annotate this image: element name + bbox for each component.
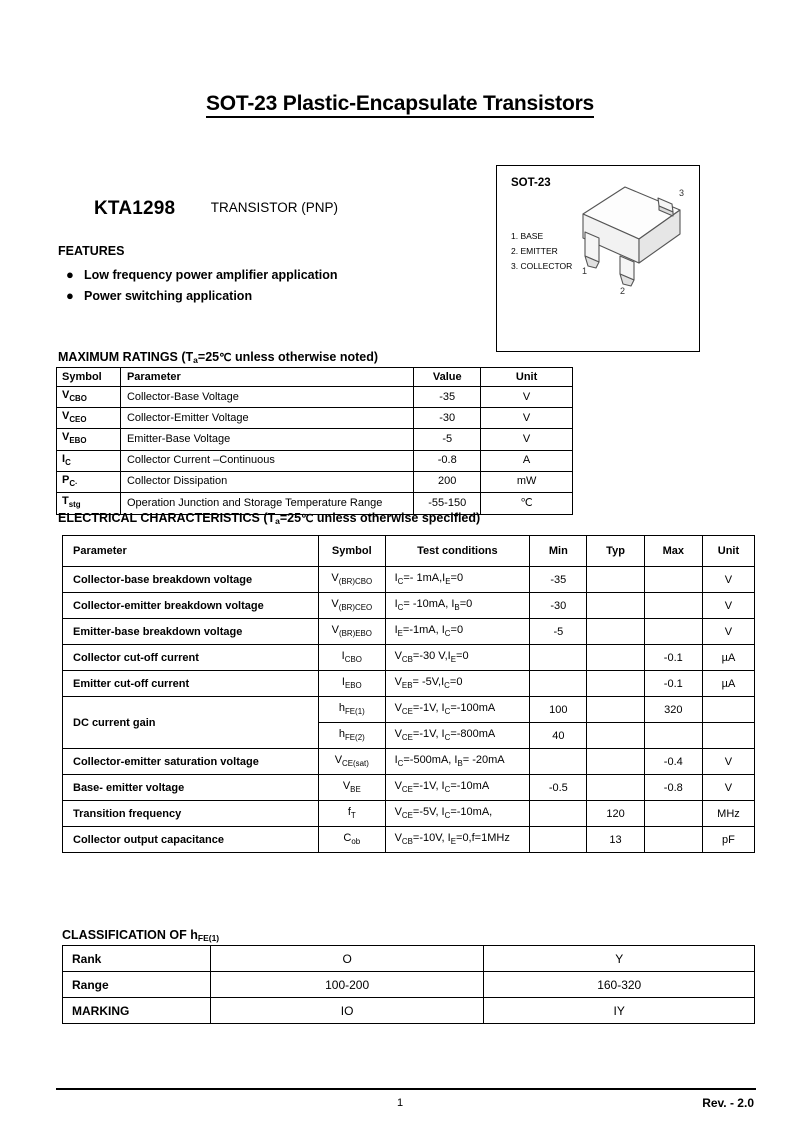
symbol-subscript: CBO	[69, 394, 87, 404]
symbol-subscript: FE(1)	[344, 707, 365, 717]
feature-item-2	[66, 288, 252, 303]
symbol-subscript: BE	[350, 785, 361, 795]
ec-heading-suffix: unless otherwise specified)	[313, 511, 481, 525]
cell-value: -55-150	[414, 492, 481, 514]
symbol-base: V	[62, 389, 70, 401]
symbol-base: P	[62, 473, 70, 486]
symbol-subscript: EBO	[69, 436, 87, 446]
cell-typ	[587, 619, 644, 645]
cell-max	[644, 827, 702, 853]
col-parameter: Parameter	[63, 536, 319, 567]
feature-text: Low frequency power amplifier application	[84, 268, 338, 282]
cell-test-condition: $I_C=-$ $1mA,I_E=0$	[385, 567, 530, 593]
symbol-base: V	[331, 572, 339, 585]
table-row	[57, 387, 573, 408]
cell-value: -35	[414, 387, 481, 408]
cell-value: -30	[414, 408, 481, 429]
cell-unit: V	[702, 749, 754, 775]
cell-symbol	[57, 450, 121, 471]
package-name: SOT-23	[511, 177, 551, 189]
cell-test-condition: $I_C= -10mA$, $I_B=0$	[385, 593, 530, 619]
cell-min	[530, 827, 587, 853]
cell-typ	[587, 697, 644, 723]
cell-value-y: 160-320	[484, 972, 755, 998]
col-parameter: Parameter	[120, 368, 413, 387]
symbol-base: V	[334, 754, 343, 767]
sot23-package-drawing	[563, 170, 697, 300]
col-typ: Typ	[587, 536, 644, 567]
revision-label: Rev. - 2.0	[702, 1096, 754, 1110]
cell-unit: V	[481, 408, 573, 429]
cell-symbol	[318, 567, 385, 593]
cell-test-condition: $V_{CE}=-1V$, $I_C=-10mA$	[385, 775, 530, 801]
cell-max: -0.1	[644, 645, 702, 671]
cell-unit: MHz	[702, 801, 754, 827]
table-row	[63, 645, 755, 671]
col-unit: Unit	[702, 536, 754, 567]
cell-parameter: Transition frequency	[63, 801, 319, 827]
mr-heading-mid: =25	[197, 350, 220, 364]
part-identification	[94, 198, 338, 220]
cell-test-condition: $I_E=-1mA$, $I_C=0$	[385, 619, 530, 645]
table-row	[63, 998, 755, 1024]
cell-value-y: IY	[484, 998, 755, 1024]
cell-parameter: Collector Dissipation	[120, 471, 413, 492]
pin-item-1: 1. BASE	[511, 231, 544, 241]
table-row	[63, 619, 755, 645]
cell-typ	[587, 775, 644, 801]
part-type: TRANSISTOR (PNP)	[210, 200, 339, 215]
ec-heading-sub: a	[275, 516, 280, 526]
symbol-base: I	[62, 452, 66, 465]
table-row	[57, 408, 573, 429]
cell-value: -5	[414, 429, 481, 450]
symbol-base: V	[331, 624, 339, 637]
pin-item-3: 3. COLLECTOR	[511, 261, 573, 271]
symbol-subscript: C·	[69, 478, 78, 488]
cell-value: 200	[414, 471, 481, 492]
cell-label: Range	[63, 972, 211, 998]
page-title-text: SOT-23 Plastic-Encapsulate Transistors	[206, 92, 594, 118]
features-heading: FEATURES	[58, 244, 125, 258]
cell-symbol	[318, 749, 385, 775]
cell-max: -0.1	[644, 671, 702, 697]
cell-parameter: Collector-Base Voltage	[120, 387, 413, 408]
cell-max	[644, 801, 702, 827]
cell-max: -0.8	[644, 775, 702, 801]
cell-test-condition: $V_{CB}=-30$ $V,I_E=0$	[385, 645, 530, 671]
cell-min	[530, 671, 587, 697]
cell-unit: V	[702, 593, 754, 619]
mr-heading-prefix: MAXIMUM RATINGS (T	[58, 350, 194, 364]
table-row	[63, 593, 755, 619]
cell-parameter: Collector-emitter saturation voltage	[63, 749, 319, 775]
cell-unit: ℃	[481, 492, 573, 514]
cell-unit: V	[702, 775, 754, 801]
cell-typ	[587, 671, 644, 697]
cell-value-o: 100-200	[210, 972, 484, 998]
cell-unit: mW	[481, 471, 573, 492]
cell-max	[644, 619, 702, 645]
symbol-base: h	[338, 702, 345, 715]
symbol-subscript: CBO	[344, 655, 362, 665]
cell-min: -0.5	[530, 775, 587, 801]
cell-max	[644, 567, 702, 593]
cell-parameter: Collector-Emitter Voltage	[120, 408, 413, 429]
feature-item-1	[66, 267, 338, 282]
cell-symbol	[318, 593, 385, 619]
table-row	[63, 801, 755, 827]
mr-heading-sub: a	[193, 355, 198, 365]
symbol-base: V	[342, 780, 351, 793]
cell-symbol	[318, 775, 385, 801]
cell-parameter: Collector Current –Continuous	[120, 450, 413, 471]
pin-label-2: 2	[620, 286, 626, 296]
bullet-icon: ●	[66, 267, 74, 282]
cell-typ	[587, 593, 644, 619]
symbol-base: V	[331, 598, 339, 611]
cell-symbol	[318, 827, 385, 853]
cell-test-condition: $V_{CB}=-10V$, $I_E=0,f=1MHz$	[385, 827, 530, 853]
pin-label-3: 3	[679, 188, 685, 198]
cell-typ	[587, 749, 644, 775]
table-row	[63, 946, 755, 972]
table-row	[63, 697, 755, 723]
cell-test-condition: $V_{EB}= -5V,I_C=0$	[385, 671, 530, 697]
cell-symbol	[318, 697, 385, 723]
ec-heading-prefix: ELECTRICAL CHARACTERISTICS (T	[58, 511, 276, 525]
symbol-subscript: CEO	[69, 415, 87, 425]
table-row	[63, 827, 755, 853]
table-row	[57, 471, 573, 492]
cell-parameter: Emitter-base breakdown voltage	[63, 619, 319, 645]
symbol-base: I	[341, 676, 345, 689]
package-outline-box	[496, 165, 700, 352]
cell-unit	[702, 697, 754, 723]
table-row	[63, 775, 755, 801]
table-row	[57, 429, 573, 450]
cell-parameter: Collector output capacitance	[63, 827, 319, 853]
col-min: Min	[530, 536, 587, 567]
symbol-base: I	[341, 650, 345, 663]
table-row	[57, 450, 573, 471]
cell-test-condition: $V_{CE}=-1V$, $I_C=-100mA$	[385, 697, 530, 723]
cell-min: 100	[530, 697, 587, 723]
cell-symbol	[318, 645, 385, 671]
cell-parameter: Emitter-Base Voltage	[120, 429, 413, 450]
cls-heading-sub: FE(1)	[197, 933, 220, 943]
mr-heading-suffix: unless otherwise noted)	[231, 350, 379, 364]
cell-symbol	[318, 671, 385, 697]
table-row	[63, 749, 755, 775]
cls-heading-prefix: CLASSIFICATION OF h	[62, 928, 198, 942]
cell-label: MARKING	[63, 998, 211, 1024]
cell-test-condition: $V_{CE}=-5V$, $I_C=-10mA$,	[385, 801, 530, 827]
cell-min: -30	[530, 593, 587, 619]
cell-unit: V	[702, 619, 754, 645]
cell-symbol	[57, 387, 121, 408]
cell-parameter: Emitter cut-off current	[63, 671, 319, 697]
symbol-subscript: (BR)CBO	[338, 577, 373, 587]
classification-table	[62, 945, 755, 1024]
col-unit: Unit	[481, 368, 573, 387]
cell-parameter: Collector cut-off current	[63, 645, 319, 671]
cell-label: Rank	[63, 946, 211, 972]
pin-label-1: 1	[582, 266, 588, 276]
footer-divider	[56, 1088, 756, 1090]
table-row	[63, 671, 755, 697]
page-title	[0, 92, 800, 116]
cell-typ: 120	[587, 801, 644, 827]
feature-text: Power switching application	[84, 289, 253, 303]
symbol-base: T	[62, 495, 69, 508]
mr-heading-deg: ℃	[219, 352, 232, 364]
classification-heading	[62, 928, 219, 943]
cell-min	[530, 749, 587, 775]
table-header-row	[57, 368, 573, 387]
cell-test-condition: $I_C=-500mA$, $I_B= -20mA$	[385, 749, 530, 775]
cell-min	[530, 645, 587, 671]
cell-symbol	[318, 619, 385, 645]
cell-symbol	[57, 408, 121, 429]
cell-value-o: IO	[210, 998, 484, 1024]
cell-min: -5	[530, 619, 587, 645]
ec-heading-deg: ℃	[301, 513, 314, 525]
cell-min: 40	[530, 723, 587, 749]
symbol-subscript: FE(2)	[344, 733, 365, 743]
cell-value: -0.8	[414, 450, 481, 471]
cell-parameter: DC current gain	[63, 697, 319, 749]
cell-unit: V	[702, 567, 754, 593]
cell-max: -0.4	[644, 749, 702, 775]
symbol-subscript: ob	[351, 837, 361, 847]
symbol-base: f	[347, 806, 351, 819]
table-header-row	[63, 536, 755, 567]
cell-typ	[587, 723, 644, 749]
cell-typ	[587, 567, 644, 593]
symbol-base: V	[62, 431, 70, 444]
col-test-conditions: Test conditions	[385, 536, 530, 567]
cell-symbol	[318, 801, 385, 827]
maximum-ratings-heading	[58, 350, 378, 365]
cell-typ	[587, 645, 644, 671]
electrical-characteristics-table	[62, 535, 755, 853]
symbol-base: C	[343, 832, 352, 845]
cell-value-o: O	[210, 946, 484, 972]
cell-typ: 13	[587, 827, 644, 853]
cell-value-y: Y	[484, 946, 755, 972]
cell-parameter: Collector-base breakdown voltage	[63, 567, 319, 593]
symbol-subscript: C	[65, 457, 71, 467]
cell-parameter: Operation Junction and Storage Temperature Range	[120, 492, 413, 514]
cell-parameter: Base- emitter voltage	[63, 775, 319, 801]
page-number: 1	[396, 1097, 404, 1109]
table-row	[63, 567, 755, 593]
col-max: Max	[644, 536, 702, 567]
cell-unit: V	[481, 429, 573, 450]
pin-item-2: 2. EMITTER	[511, 246, 558, 256]
cell-symbol	[57, 429, 121, 450]
symbol-base: h	[338, 728, 345, 741]
col-symbol: Symbol	[318, 536, 385, 567]
cell-symbol	[318, 723, 385, 749]
cell-unit: pF	[702, 827, 754, 853]
col-symbol: Symbol	[57, 368, 121, 387]
symbol-subscript: EBO	[344, 681, 362, 691]
cell-unit: A	[481, 450, 573, 471]
maximum-ratings-table	[56, 367, 573, 515]
symbol-subscript: (BR)EBO	[338, 629, 372, 639]
part-number: KTA1298	[94, 198, 176, 219]
cell-parameter: Collector-emitter breakdown voltage	[63, 593, 319, 619]
symbol-subscript: (BR)CEO	[338, 603, 373, 613]
symbol-subscript: CE(sat)	[342, 759, 369, 769]
bullet-icon: ●	[66, 288, 74, 303]
col-value: Value	[414, 368, 481, 387]
cell-symbol	[57, 471, 121, 492]
cell-unit	[702, 723, 754, 749]
ec-heading-mid: =25	[279, 511, 302, 525]
cell-min	[530, 801, 587, 827]
cell-max	[644, 723, 702, 749]
cell-unit: µA	[702, 671, 754, 697]
symbol-subscript: stg	[68, 500, 81, 510]
cell-unit: V	[481, 387, 573, 408]
symbol-base: V	[62, 410, 70, 423]
electrical-characteristics-heading	[58, 511, 480, 526]
cell-unit: µA	[702, 645, 754, 671]
table-row	[63, 972, 755, 998]
cell-max	[644, 593, 702, 619]
cell-max: 320	[644, 697, 702, 723]
cell-min: -35	[530, 567, 587, 593]
cell-test-condition: $V_{CE}=-1V$, $I_C=-800mA$	[385, 723, 530, 749]
symbol-subscript: T	[350, 811, 356, 821]
